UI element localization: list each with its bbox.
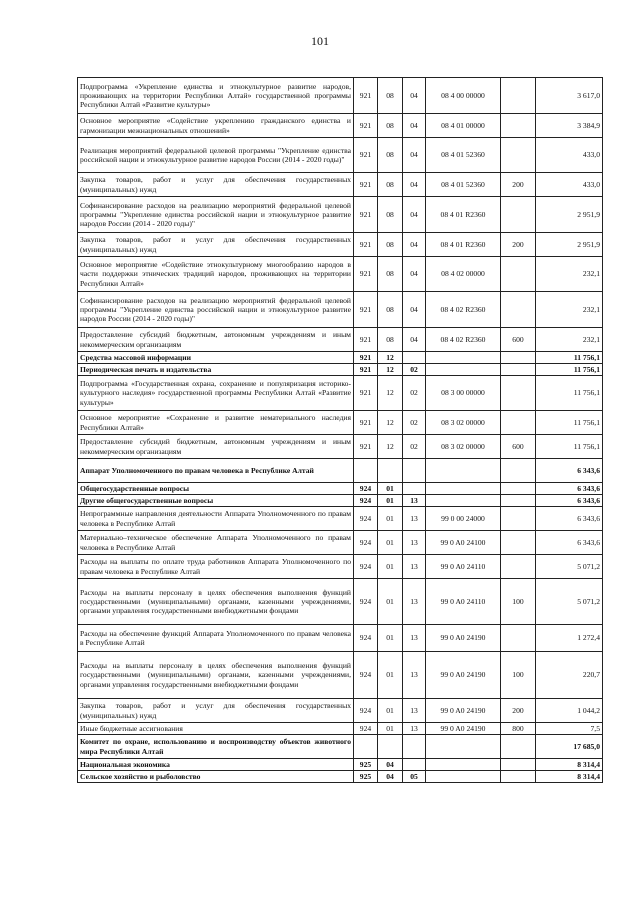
cell-target-article: 99 0 A0 24190 [426,625,501,652]
cell-amount: 8 314,4 [536,771,603,783]
cell-ministry-code: 925 [354,771,378,783]
cell-name: Другие общегосударственные вопросы [78,495,354,507]
cell-ministry-code: 921 [354,328,378,352]
cell-target-article: 08 3 02 00000 [426,435,501,459]
cell-name: Иные бюджетные ассигнования [78,723,354,735]
cell-ministry-code: 921 [354,138,378,173]
cell-target-article [426,364,501,376]
cell-amount: 1 272,4 [536,625,603,652]
cell-subsection: 13 [403,495,426,507]
cell-target-article: 08 4 02 R2360 [426,292,501,328]
cell-ministry-code: 921 [354,233,378,257]
cell-subsection [403,759,426,771]
cell-name: Периодическая печать и издательства [78,364,354,376]
cell-expense-type [501,376,536,411]
cell-ministry-code: 921 [354,352,378,364]
cell-amount: 11 756,1 [536,435,603,459]
cell-ministry-code: 921 [354,173,378,197]
cell-section: 01 [378,507,403,531]
cell-expense-type [501,555,536,579]
cell-ministry-code [354,459,378,483]
cell-name: Основное мероприятие «Сохранение и развитие нематериального наследия Республики Алтай» [78,411,354,435]
cell-target-article: 99 0 A0 24190 [426,699,501,723]
cell-target-article: 08 3 00 00000 [426,376,501,411]
page-number: 101 [311,34,329,48]
cell-target-article: 08 4 00 00000 [426,78,501,114]
cell-subsection: 04 [403,173,426,197]
cell-section: 01 [378,555,403,579]
cell-section: 08 [378,328,403,352]
cell-amount: 5 071,2 [536,555,603,579]
cell-target-article: 99 0 A0 24190 [426,652,501,699]
table-row [78,376,603,411]
cell-ministry-code: 924 [354,507,378,531]
cell-subsection: 13 [403,625,426,652]
cell-expense-type [501,759,536,771]
cell-expense-type [501,138,536,173]
cell-name: Расходы на выплаты по оплате труда работников Аппарата Уполномоченного по правам человека в Республике Алтай [78,555,354,579]
cell-name: Подпрограмма «Укрепление единства и этнокультурное развитие народов, проживающих на территории Республики Алтай» государственной программы Республики Алтай «Развитие культуры» [78,78,354,114]
cell-name: Закупка товаров, работ и услуг для обеспечения государственных (муниципальных) нужд [78,699,354,723]
table-row [78,699,603,723]
cell-section: 08 [378,292,403,328]
cell-target-article: 99 0 00 24000 [426,507,501,531]
table-row [78,197,603,233]
cell-section: 12 [378,376,403,411]
budget-table [77,77,603,783]
cell-ministry-code: 921 [354,376,378,411]
cell-target-article: 99 0 A0 24110 [426,579,501,625]
table-row [78,759,603,771]
cell-expense-type: 100 [501,579,536,625]
table-row [78,771,603,783]
table-row [78,352,603,364]
table-row [78,625,603,652]
cell-section: 12 [378,364,403,376]
cell-subsection: 04 [403,114,426,138]
cell-target-article [426,759,501,771]
cell-name: Непрограммные направления деятельности Аппарата Уполномоченного по правам человека в Республике Алтай [78,507,354,531]
cell-name: Национальная экономика [78,759,354,771]
cell-ministry-code: 921 [354,197,378,233]
cell-section [378,459,403,483]
table-row [78,114,603,138]
cell-ministry-code: 925 [354,759,378,771]
table-row [78,459,603,483]
cell-name: Предоставление субсидий бюджетным, автономным учреждениям и иным некоммерческим организациям [78,435,354,459]
cell-subsection: 13 [403,507,426,531]
table-row [78,507,603,531]
cell-amount: 11 756,1 [536,352,603,364]
cell-name: Основное мероприятие «Содействие укреплению гражданского единства и гармонизации межнациональных отношений» [78,114,354,138]
budget-table-body [78,78,603,783]
cell-subsection: 02 [403,376,426,411]
cell-section: 01 [378,579,403,625]
cell-target-article [426,495,501,507]
cell-name: Расходы на выплаты персоналу в целях обеспечения выполнения функций государственными (муниципальными) органами, казенными учреждениями, органами управления государственными внебюджетными фондами [78,652,354,699]
cell-amount: 17 685,0 [536,735,603,759]
cell-section [378,735,403,759]
table-row [78,257,603,292]
cell-name: Закупка товаров, работ и услуг для обеспечения государственных (муниципальных) нужд [78,173,354,197]
cell-section: 08 [378,78,403,114]
cell-ministry-code: 921 [354,114,378,138]
cell-name: Реализация мероприятий федеральной целевой программы "Укрепление единства российской нации и этнокультурное развитие народов России (2014 - 2020 годы)" [78,138,354,173]
table-row [78,328,603,352]
cell-section: 08 [378,114,403,138]
cell-amount: 232,1 [536,292,603,328]
table-row [78,364,603,376]
table-row [78,233,603,257]
cell-amount: 6 343,6 [536,483,603,495]
cell-amount: 232,1 [536,257,603,292]
cell-section: 01 [378,531,403,555]
cell-ministry-code: 921 [354,364,378,376]
cell-target-article: 99 0 A0 24110 [426,555,501,579]
cell-expense-type [501,352,536,364]
cell-amount: 8 314,4 [536,759,603,771]
cell-expense-type [501,411,536,435]
cell-subsection: 13 [403,699,426,723]
cell-target-article [426,771,501,783]
cell-target-article: 08 4 01 52360 [426,138,501,173]
cell-amount: 433,0 [536,173,603,197]
cell-target-article: 08 4 02 R2360 [426,328,501,352]
cell-target-article: 08 3 02 00000 [426,411,501,435]
cell-target-article: 08 4 01 R2360 [426,197,501,233]
table-row [78,173,603,197]
cell-ministry-code: 924 [354,495,378,507]
cell-section: 01 [378,723,403,735]
cell-section: 08 [378,173,403,197]
cell-expense-type [501,459,536,483]
cell-subsection: 04 [403,138,426,173]
cell-target-article [426,459,501,483]
cell-name: Софинансирование расходов на реализацию мероприятий федеральной целевой программы "Укрепление единства российской нации и этнокультурное развитие народов России (2014 - 2020 годы)" [78,292,354,328]
cell-amount: 3 384,9 [536,114,603,138]
cell-subsection: 04 [403,197,426,233]
cell-amount: 11 756,1 [536,376,603,411]
cell-amount: 433,0 [536,138,603,173]
cell-section: 08 [378,138,403,173]
cell-name: Комитет по охране, использованию и воспроизводству объектов животного мира Республики Алтай [78,735,354,759]
cell-subsection: 13 [403,652,426,699]
cell-expense-type [501,197,536,233]
cell-expense-type [501,625,536,652]
cell-amount: 232,1 [536,328,603,352]
cell-name: Общегосударственные вопросы [78,483,354,495]
cell-target-article: 08 4 01 R2360 [426,233,501,257]
cell-subsection [403,483,426,495]
cell-expense-type [501,364,536,376]
table-row [78,555,603,579]
cell-name: Расходы на выплаты персоналу в целях обеспечения выполнения функций государственными (муниципальными) органами, казенными учреждениями, органами управления государственными внебюджетными фондами [78,579,354,625]
cell-name: Основное мероприятие «Содействие этнокультурному многообразию народов в части поддержки этнических традиций народов, проживающих на территории Республики Алтай» [78,257,354,292]
cell-amount: 2 951,9 [536,197,603,233]
cell-ministry-code: 924 [354,579,378,625]
cell-expense-type [501,495,536,507]
cell-section: 04 [378,771,403,783]
table-row [78,483,603,495]
cell-name: Предоставление субсидий бюджетным, автономным учреждениям и иным некоммерческим организациям [78,328,354,352]
cell-amount: 11 756,1 [536,411,603,435]
cell-name: Материально–техническое обеспечение Аппарата Уполномоченного по правам человека в Республике Алтай [78,531,354,555]
table-row [78,579,603,625]
cell-name: Софинансирование расходов на реализацию мероприятий федеральной целевой программы "Укрепление единства российской нации и этнокультурное развитие народов России (2014 - 2020 годы)" [78,197,354,233]
cell-section: 01 [378,652,403,699]
cell-expense-type: 200 [501,699,536,723]
cell-target-article: 08 4 01 00000 [426,114,501,138]
cell-name: Сельское хозяйство и рыболовство [78,771,354,783]
cell-target-article: 08 4 02 00000 [426,257,501,292]
cell-expense-type: 200 [501,233,536,257]
cell-ministry-code: 924 [354,625,378,652]
cell-expense-type [501,507,536,531]
table-row [78,138,603,173]
cell-amount: 6 343,6 [536,531,603,555]
cell-subsection: 04 [403,233,426,257]
cell-ministry-code: 924 [354,699,378,723]
cell-subsection: 13 [403,579,426,625]
cell-expense-type [501,257,536,292]
cell-ministry-code: 924 [354,652,378,699]
table-row [78,531,603,555]
cell-name: Расходы на обеспечение функций Аппарата Уполномоченного по правам человека в Республике Алтай [78,625,354,652]
cell-expense-type [501,292,536,328]
cell-amount: 11 756,1 [536,364,603,376]
cell-section: 08 [378,257,403,292]
cell-ministry-code: 924 [354,555,378,579]
cell-subsection: 13 [403,723,426,735]
cell-amount: 5 071,2 [536,579,603,625]
cell-expense-type: 800 [501,723,536,735]
cell-section: 04 [378,759,403,771]
cell-ministry-code: 921 [354,411,378,435]
cell-target-article: 99 0 A0 24100 [426,531,501,555]
cell-target-article [426,483,501,495]
cell-ministry-code: 921 [354,78,378,114]
table-row [78,78,603,114]
cell-subsection [403,352,426,364]
cell-amount: 7,5 [536,723,603,735]
cell-subsection: 13 [403,555,426,579]
cell-target-article: 99 0 A0 24190 [426,723,501,735]
cell-expense-type [501,771,536,783]
cell-section: 12 [378,352,403,364]
cell-expense-type: 200 [501,173,536,197]
cell-amount: 6 343,6 [536,495,603,507]
cell-subsection: 04 [403,328,426,352]
cell-section: 01 [378,483,403,495]
cell-target-article [426,735,501,759]
cell-expense-type: 600 [501,328,536,352]
cell-subsection [403,459,426,483]
cell-subsection: 04 [403,257,426,292]
table-row [78,495,603,507]
cell-ministry-code: 924 [354,483,378,495]
cell-target-article: 08 4 01 52360 [426,173,501,197]
cell-subsection: 02 [403,435,426,459]
cell-ministry-code: 921 [354,257,378,292]
cell-ministry-code: 924 [354,723,378,735]
cell-subsection: 05 [403,771,426,783]
cell-expense-type [501,531,536,555]
cell-amount: 3 617,0 [536,78,603,114]
table-row [78,652,603,699]
cell-expense-type [501,78,536,114]
cell-expense-type: 100 [501,652,536,699]
cell-subsection: 04 [403,78,426,114]
cell-subsection: 04 [403,292,426,328]
cell-name: Средства массовой информации [78,352,354,364]
table-row [78,411,603,435]
table-row [78,723,603,735]
cell-expense-type [501,735,536,759]
cell-section: 01 [378,625,403,652]
cell-name: Подпрограмма «Государственная охрана, сохранение и популяризация историко-культурного наследия» государственной программы Республики Алтай «Развитие культуры» [78,376,354,411]
cell-subsection: 02 [403,364,426,376]
table-row [78,292,603,328]
cell-amount: 6 343,6 [536,507,603,531]
table-row [78,735,603,759]
cell-ministry-code: 921 [354,292,378,328]
cell-section: 01 [378,699,403,723]
cell-ministry-code [354,735,378,759]
cell-subsection: 02 [403,411,426,435]
cell-amount: 6 343,6 [536,459,603,483]
cell-amount: 1 044,2 [536,699,603,723]
cell-target-article [426,352,501,364]
cell-section: 12 [378,435,403,459]
cell-expense-type: 600 [501,435,536,459]
cell-amount: 2 951,9 [536,233,603,257]
cell-name: Аппарат Уполномоченного по правам человека в Республике Алтай [78,459,354,483]
cell-subsection: 13 [403,531,426,555]
cell-name: Закупка товаров, работ и услуг для обеспечения государственных (муниципальных) нужд [78,233,354,257]
cell-section: 12 [378,411,403,435]
cell-amount: 220,7 [536,652,603,699]
cell-section: 08 [378,233,403,257]
cell-section: 01 [378,495,403,507]
cell-section: 08 [378,197,403,233]
cell-subsection [403,735,426,759]
cell-expense-type [501,114,536,138]
table-row [78,435,603,459]
cell-ministry-code: 921 [354,435,378,459]
cell-expense-type [501,483,536,495]
cell-ministry-code: 924 [354,531,378,555]
